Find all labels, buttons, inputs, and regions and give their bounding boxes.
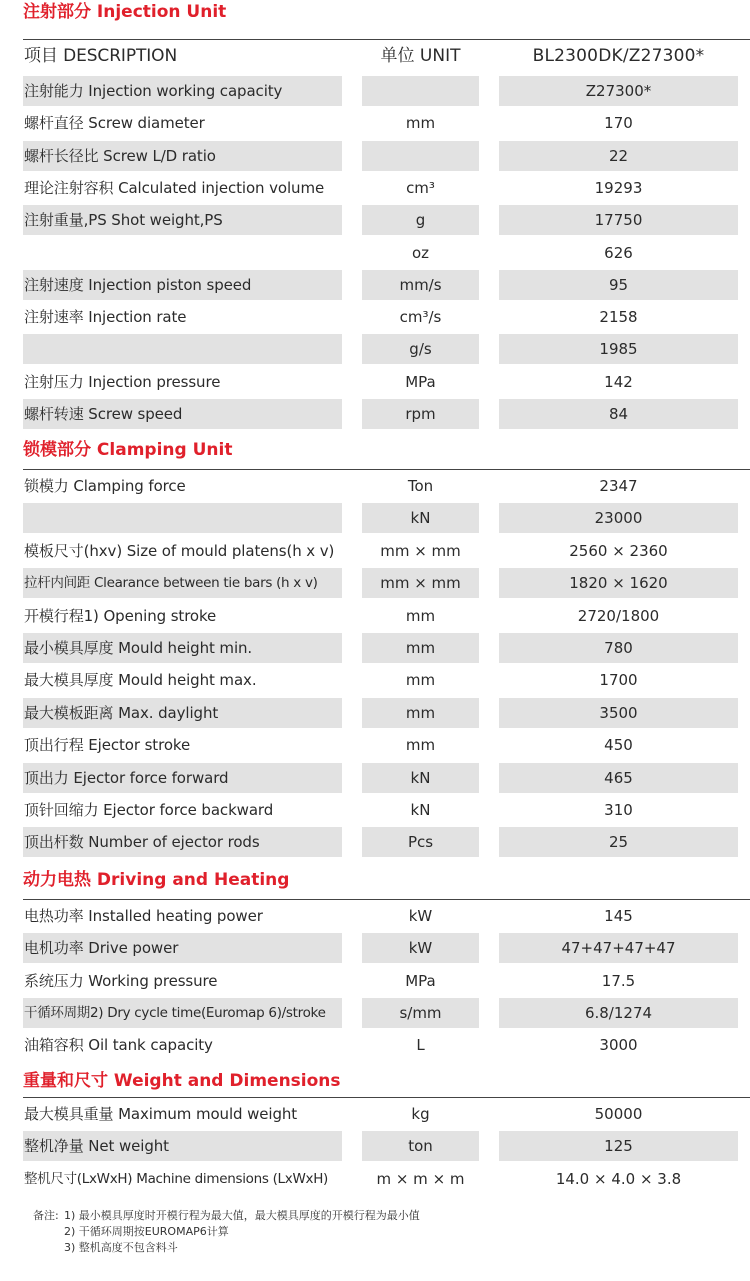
- row-value: 465: [604, 769, 633, 787]
- row-description: 最大模具重量 Maximum mould weight: [24, 1105, 298, 1123]
- row-unit: kN: [410, 509, 431, 527]
- row-description: 整机尺寸(LxWxH) Machine dimensions (LxWxH): [24, 1171, 329, 1187]
- row-description: 油箱容积 Oil tank capacity: [24, 1036, 213, 1054]
- row-unit: mm: [405, 671, 436, 689]
- row-description: 锁模力 Clamping force: [24, 477, 186, 495]
- section-rule: [23, 1097, 750, 1098]
- row-value: 310: [604, 801, 633, 819]
- row-unit: mm: [405, 607, 436, 625]
- header-description: 项目 DESCRIPTION: [24, 46, 178, 66]
- row-value: 95: [608, 276, 629, 294]
- row-description: [24, 334, 342, 364]
- table-row: [0, 665, 750, 695]
- row-unit: mm: [405, 639, 436, 657]
- table-header-row: [0, 41, 750, 71]
- row-value: 125: [604, 1137, 633, 1155]
- row-unit: kg: [411, 1105, 430, 1123]
- row-unit: kW: [408, 907, 433, 925]
- row-unit: mm: [405, 704, 436, 722]
- row-description: 电热功率 Installed heating power: [24, 907, 263, 925]
- header-model: BL2300DK/Z27300*: [532, 46, 705, 66]
- footnote-label: 备注:: [33, 1209, 59, 1222]
- row-unit: L: [416, 1036, 425, 1054]
- row-value: 450: [604, 736, 633, 754]
- table-row: [0, 998, 750, 1028]
- row-value: 23000: [594, 509, 643, 527]
- row-description: 最大模具厚度 Mould height max.: [24, 671, 257, 689]
- row-value: 3500: [599, 704, 638, 722]
- row-unit: mm × mm: [380, 542, 461, 560]
- row-value: 14.0 × 4.0 × 3.8: [555, 1170, 682, 1188]
- table-row: [0, 334, 750, 364]
- row-value: 25: [608, 833, 629, 851]
- table-row: [0, 173, 750, 203]
- footnote-2: 2) 干循环周期按EUROMAP6计算: [64, 1225, 229, 1238]
- row-value: 19293: [594, 179, 643, 197]
- row-value: 145: [604, 907, 633, 925]
- row-description: 电机功率 Drive power: [24, 939, 179, 957]
- row-value: 170: [604, 114, 633, 132]
- row-description: 开模行程1) Opening stroke: [24, 607, 217, 625]
- header-unit: 单位 UNIT: [380, 46, 461, 66]
- row-unit: g: [415, 211, 426, 229]
- row-value: 626: [604, 244, 633, 262]
- table-row: [0, 238, 750, 268]
- row-description: [24, 238, 342, 268]
- table-row: [0, 503, 750, 533]
- row-unit: kW: [408, 939, 433, 957]
- row-description: 螺杆直径 Screw diameter: [24, 114, 205, 132]
- row-unit: mm/s: [399, 276, 442, 294]
- row-value: 17750: [594, 211, 643, 229]
- row-value: 3000: [599, 1036, 638, 1054]
- row-value: 2720/1800: [577, 607, 660, 625]
- row-description: 拉杆内间距 Clearance between tie bars (h x v): [24, 575, 318, 591]
- row-description: 注射速度 Injection piston speed: [24, 276, 252, 294]
- section-rule: [23, 469, 750, 470]
- row-description: [24, 503, 342, 533]
- row-value: 2560 × 2360: [569, 542, 668, 560]
- table-row: [0, 76, 750, 106]
- row-value: 2347: [599, 477, 638, 495]
- row-description: 干循环周期2) Dry cycle time(Euromap 6)/stroke: [24, 1005, 326, 1021]
- row-description: 顶出力 Ejector force forward: [24, 769, 229, 787]
- table-row: [0, 205, 750, 235]
- row-value: 47+47+47+47: [561, 939, 676, 957]
- row-description: 顶针回缩力 Ejector force backward: [24, 801, 274, 819]
- row-description: 整机净量 Net weight: [24, 1137, 169, 1155]
- table-row: [0, 966, 750, 996]
- row-description: 螺杆转速 Screw speed: [24, 405, 183, 423]
- row-value: 1985: [599, 340, 638, 358]
- row-unit: ton: [408, 1137, 433, 1155]
- row-description: 顶出杆数 Number of ejector rods: [24, 833, 260, 851]
- table-row: [0, 795, 750, 825]
- footnote-3: 3) 整机高度不包含料斗: [64, 1241, 178, 1254]
- table-row: [0, 536, 750, 566]
- table-row: [0, 270, 750, 300]
- row-description: 最大模板距离 Max. daylight: [24, 704, 219, 722]
- row-unit: g/s: [409, 340, 432, 358]
- row-description: 最小模具厚度 Mould height min.: [24, 639, 253, 657]
- table-row: [0, 1164, 750, 1194]
- table-row: [0, 901, 750, 931]
- row-unit: [362, 141, 479, 171]
- row-unit: mm × mm: [380, 574, 461, 592]
- row-unit: Pcs: [407, 833, 434, 851]
- section-title: 注射部分 Injection Unit: [23, 2, 227, 22]
- row-unit: [362, 76, 479, 106]
- row-value: 142: [604, 373, 633, 391]
- row-description: 模板尺寸(hxv) Size of mould platens(h x v): [24, 542, 335, 560]
- row-description: 理论注射容积 Calculated injection volume: [24, 179, 325, 197]
- section-title: 动力电热 Driving and Heating: [23, 870, 290, 890]
- row-description: 注射重量,PS Shot weight,PS: [24, 211, 223, 229]
- table-row: [0, 933, 750, 963]
- row-unit: mm: [405, 736, 436, 754]
- row-unit: rpm: [405, 405, 436, 423]
- row-unit: kN: [410, 769, 431, 787]
- table-row: [0, 827, 750, 857]
- row-description: 螺杆长径比 Screw L/D ratio: [24, 147, 216, 165]
- row-unit: m × m × m: [376, 1170, 465, 1188]
- row-unit: MPa: [405, 972, 436, 990]
- row-description: 注射能力 Injection working capacity: [24, 82, 283, 100]
- row-value: 22: [608, 147, 629, 165]
- table-row: [0, 763, 750, 793]
- section-title: 重量和尺寸 Weight and Dimensions: [23, 1071, 341, 1091]
- row-description: 顶出行程 Ejector stroke: [24, 736, 191, 754]
- table-row: [0, 1131, 750, 1161]
- table-row: [0, 568, 750, 598]
- row-value: 780: [604, 639, 633, 657]
- row-value: 1820 × 1620: [569, 574, 668, 592]
- table-row: [0, 730, 750, 760]
- table-row: [0, 399, 750, 429]
- table-row: [0, 367, 750, 397]
- row-value: 6.8/1274: [584, 1004, 653, 1022]
- row-description: 系统压力 Working pressure: [24, 972, 218, 990]
- row-unit: Ton: [407, 477, 434, 495]
- row-unit: s/mm: [399, 1004, 442, 1022]
- row-value: 17.5: [601, 972, 636, 990]
- table-row: [0, 141, 750, 171]
- row-unit: cm³: [406, 179, 435, 197]
- table-row: [0, 601, 750, 631]
- row-value: 2158: [599, 308, 638, 326]
- row-unit: kN: [410, 801, 431, 819]
- table-row: [0, 633, 750, 663]
- row-value: Z27300*: [585, 82, 652, 100]
- table-row: [0, 471, 750, 501]
- row-unit: oz: [411, 244, 430, 262]
- section-rule: [23, 39, 750, 40]
- table-row: [0, 698, 750, 728]
- table-row: [0, 108, 750, 138]
- row-value: 50000: [594, 1105, 643, 1123]
- row-description: 注射速率 Injection rate: [24, 308, 187, 326]
- row-description: 注射压力 Injection pressure: [24, 373, 221, 391]
- table-row: [0, 302, 750, 332]
- row-unit: MPa: [405, 373, 436, 391]
- row-value: 1700: [599, 671, 638, 689]
- section-title: 锁模部分 Clamping Unit: [23, 440, 233, 460]
- row-unit: cm³/s: [399, 308, 442, 326]
- row-unit: mm: [405, 114, 436, 132]
- table-row: [0, 1030, 750, 1060]
- row-value: 84: [608, 405, 629, 423]
- table-row: [0, 1099, 750, 1129]
- footnote-1: 1) 最小模具厚度时开模行程为最大值，最大模具厚度的开模行程为最小值: [64, 1209, 420, 1222]
- section-rule: [23, 899, 750, 900]
